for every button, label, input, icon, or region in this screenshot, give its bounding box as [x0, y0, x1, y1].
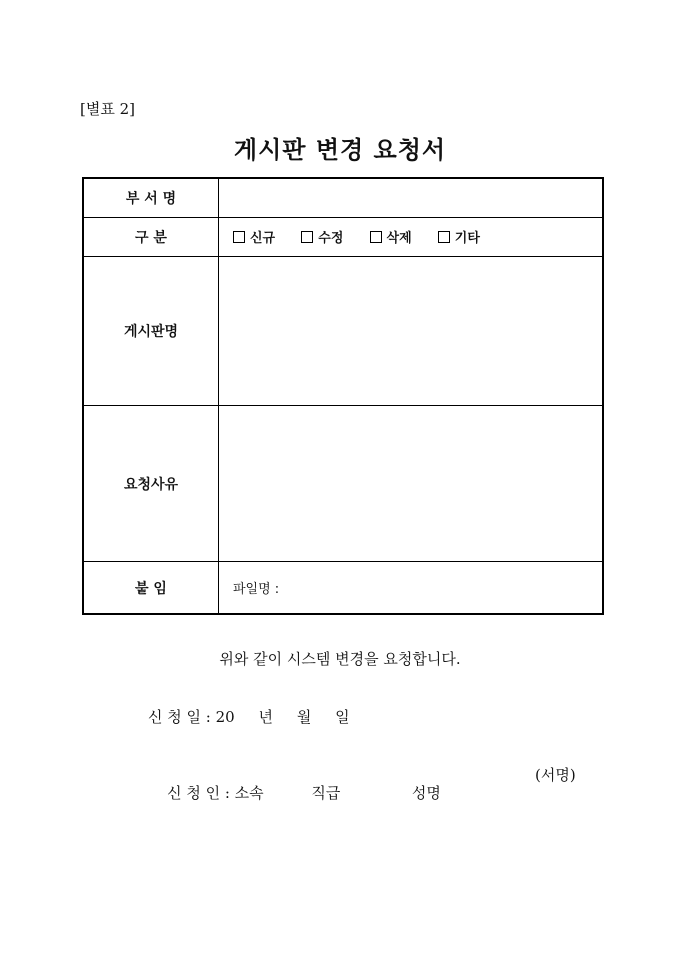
row-board-name [83, 257, 603, 406]
option-other[interactable] [438, 227, 480, 246]
attachment-label: 붙 임 [83, 562, 219, 615]
dept-label: 부 서 명 [83, 178, 219, 218]
request-form-table [82, 177, 604, 615]
row-department [83, 178, 603, 218]
document-title: 게시판 변경 요청서 [233, 135, 447, 164]
board-name-field[interactable] [219, 257, 604, 406]
option-delete[interactable] [370, 227, 412, 246]
checkbox-icon[interactable] [301, 231, 313, 243]
option-delete-label: 삭제 [386, 231, 412, 247]
category-options [219, 218, 604, 257]
dept-field[interactable] [219, 178, 604, 218]
option-other-label: 기타 [454, 231, 480, 247]
row-category [83, 218, 603, 257]
attachment-tag: [별표 2] [80, 100, 135, 118]
option-new-label: 신규 [250, 231, 276, 247]
reason-label: 요청사유 [83, 406, 219, 562]
signature-label: (서명) [535, 766, 576, 784]
reason-field[interactable] [219, 406, 604, 562]
request-sentence: 위와 같이 시스템 변경을 요청합니다. [219, 650, 461, 668]
apply-date-line: 신 청 일 : 20 년 월 일 [148, 708, 350, 726]
checkbox-icon[interactable] [233, 231, 245, 243]
attachment-field[interactable]: 파일명 : [219, 562, 604, 615]
applicant-line [148, 764, 576, 839]
row-reason [83, 406, 603, 562]
row-attachment [83, 562, 603, 615]
category-label: 구 분 [83, 218, 219, 257]
checkbox-icon[interactable] [370, 231, 382, 243]
board-name-label: 게시판명 [83, 257, 219, 406]
option-modify-label: 수정 [318, 231, 344, 247]
option-modify[interactable] [301, 227, 343, 246]
option-new[interactable] [233, 227, 275, 246]
checkbox-icon[interactable] [438, 231, 450, 243]
applicant-text: 신 청 인 : 소속 직급 성명 [167, 784, 441, 802]
